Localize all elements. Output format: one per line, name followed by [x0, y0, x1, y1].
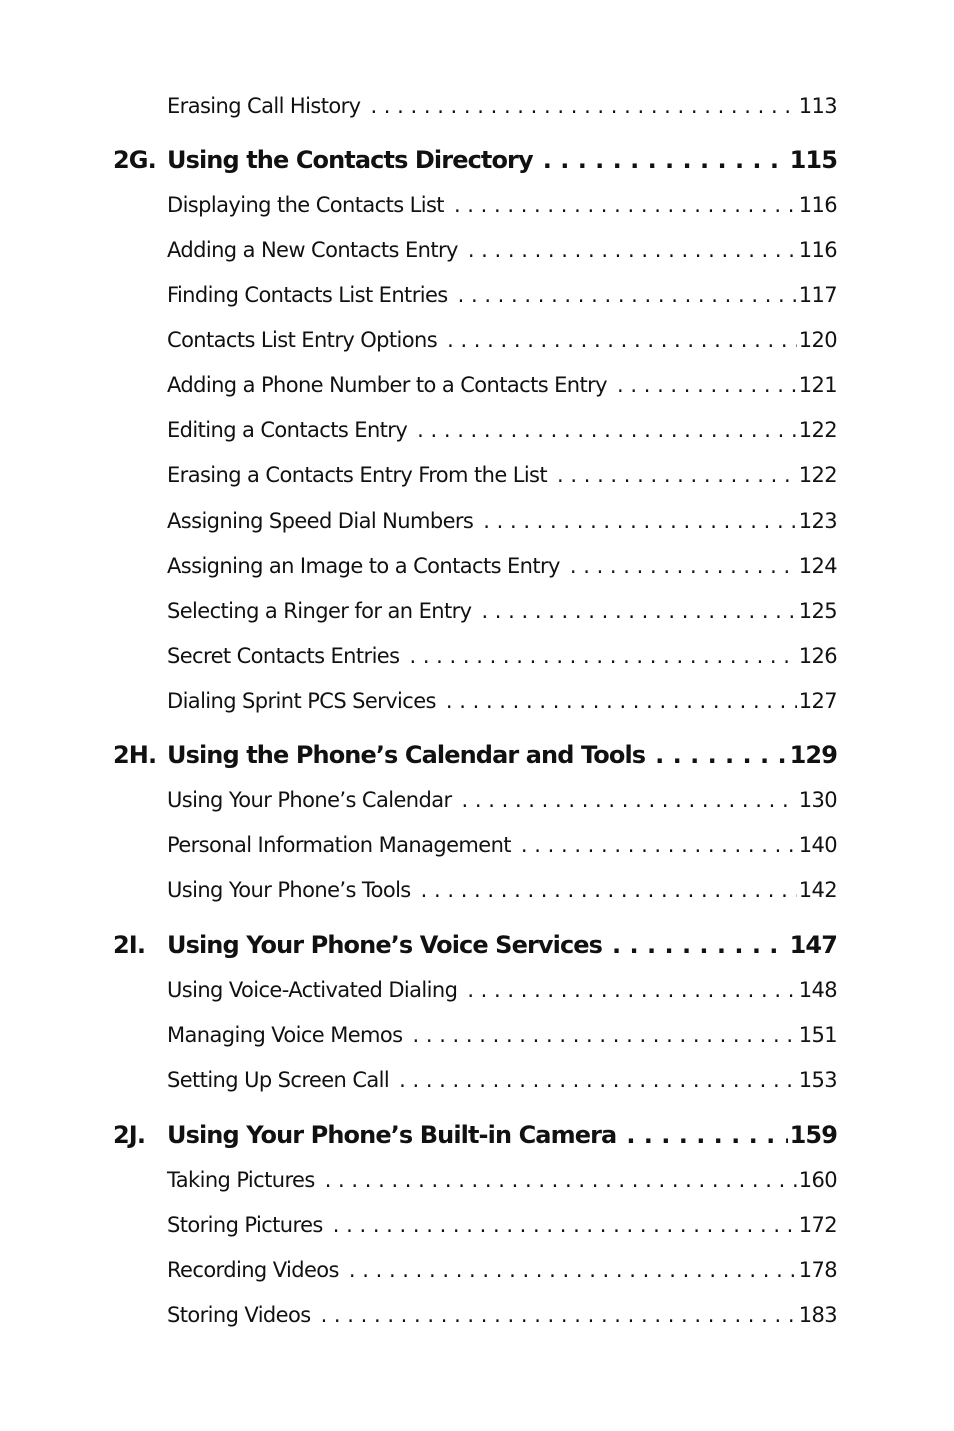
page-number: 130: [798, 788, 837, 812]
page-number: 123: [798, 509, 837, 533]
dot-leader: [481, 599, 796, 623]
page-number: 116: [798, 193, 837, 217]
entry-title: Using Your Phone’s Calendar: [167, 788, 452, 812]
page-number: 159: [789, 1121, 837, 1149]
dot-leader: [521, 833, 797, 857]
page-number: 183: [798, 1303, 837, 1327]
dot-leader: [417, 418, 797, 442]
chapter-title: Using Your Phone’s Voice Services: [167, 931, 603, 959]
page-number: 125: [798, 599, 837, 623]
entry-title: Storing Videos: [167, 1303, 311, 1327]
entry-title: Erasing Call History: [167, 94, 361, 118]
toc-entry-row[interactable]: [167, 548, 837, 578]
toc-entry-row[interactable]: [167, 322, 837, 352]
dot-leader: [557, 463, 797, 487]
dot-leader: [399, 1068, 797, 1092]
entry-title: Storing Pictures: [167, 1213, 323, 1237]
dot-leader: [370, 94, 796, 118]
toc-entry-row[interactable]: [167, 593, 837, 623]
toc-entry-row[interactable]: [167, 782, 837, 812]
toc-entry-row[interactable]: [167, 638, 837, 668]
dot-leader: [447, 328, 797, 352]
chapter-number: 2I.: [113, 931, 146, 959]
dot-leader: [325, 1168, 797, 1192]
page-number: 122: [798, 418, 837, 442]
page-number: 178: [798, 1258, 837, 1282]
toc-entry-row[interactable]: [167, 1017, 837, 1047]
toc-entry-row[interactable]: [167, 457, 837, 487]
toc-entry-row[interactable]: [167, 972, 837, 1002]
dot-leader: [483, 509, 796, 533]
entry-title: Editing a Contacts Entry: [167, 418, 408, 442]
toc-entry-row[interactable]: [167, 503, 837, 533]
dot-leader: [321, 1303, 797, 1327]
dot-leader: [333, 1213, 797, 1237]
dot-leader: [421, 878, 797, 902]
toc-entry-row[interactable]: [167, 1297, 837, 1327]
page-number: 151: [798, 1023, 837, 1047]
toc-entry-row[interactable]: [167, 367, 837, 397]
chapter-title: Using the Contacts Directory: [167, 146, 533, 174]
toc-entry-row[interactable]: [167, 1162, 837, 1192]
page-number: 116: [798, 238, 837, 262]
entry-title: Finding Contacts List Entries: [167, 283, 448, 307]
toc-chapter-row[interactable]: [167, 140, 837, 174]
page-number: 172: [798, 1213, 837, 1237]
toc-entry-row[interactable]: [167, 277, 837, 307]
dot-leader: [467, 978, 796, 1002]
entry-title: Recording Videos: [167, 1258, 339, 1282]
page-number: 129: [789, 741, 837, 769]
toc-entry-row[interactable]: [167, 827, 837, 857]
page-number: 120: [798, 328, 837, 352]
dot-leader: [446, 689, 797, 713]
entry-title: Taking Pictures: [167, 1168, 315, 1192]
page-number: 122: [798, 463, 837, 487]
dot-leader: [655, 741, 787, 769]
dot-leader: [617, 373, 797, 397]
toc-chapter-row[interactable]: [167, 735, 837, 769]
entry-title: Using Your Phone’s Tools: [167, 878, 411, 902]
toc-entry-row[interactable]: [167, 683, 837, 713]
page-number: 126: [798, 644, 837, 668]
page-number: 121: [798, 373, 837, 397]
page-number: 140: [798, 833, 837, 857]
entry-title: Using Voice-Activated Dialing: [167, 978, 458, 1002]
chapter-title: Using Your Phone’s Built-in Camera: [167, 1121, 617, 1149]
page-number: 115: [789, 146, 837, 174]
dot-leader: [409, 644, 796, 668]
toc-entry-row[interactable]: [167, 412, 837, 442]
entry-title: Erasing a Contacts Entry From the List: [167, 463, 548, 487]
page-number: 147: [789, 931, 837, 959]
entry-title: Adding a New Contacts Entry: [167, 238, 458, 262]
entry-title: Dialing Sprint PCS Services: [167, 689, 436, 713]
dot-leader: [543, 146, 788, 174]
dot-leader: [626, 1121, 787, 1149]
entry-title: Selecting a Ringer for an Entry: [167, 599, 472, 623]
dot-leader: [454, 193, 797, 217]
entry-title: Personal Information Management: [167, 833, 511, 857]
toc-chapter-row[interactable]: [167, 925, 837, 959]
chapter-number: 2H.: [113, 741, 157, 769]
entry-title: Displaying the Contacts List: [167, 193, 444, 217]
page-number: 148: [798, 978, 837, 1002]
page-number: 160: [798, 1168, 837, 1192]
entry-title: Adding a Phone Number to a Contacts Entry: [167, 373, 608, 397]
toc-entry-row[interactable]: [167, 1252, 837, 1282]
chapter-title: Using the Phone’s Calendar and Tools: [167, 741, 646, 769]
entry-title: Assigning Speed Dial Numbers: [167, 509, 474, 533]
page-number: 113: [798, 94, 837, 118]
dot-leader: [462, 788, 797, 812]
toc-entry-row[interactable]: [167, 1207, 837, 1237]
toc-entry-row[interactable]: [167, 1062, 837, 1092]
dot-leader: [612, 931, 788, 959]
page-number: 124: [798, 554, 837, 578]
page-number: 142: [798, 878, 837, 902]
toc-entry-row[interactable]: [167, 872, 837, 902]
entry-title: Managing Voice Memos: [167, 1023, 403, 1047]
toc-entry-row[interactable]: [167, 88, 837, 118]
dot-leader: [413, 1023, 797, 1047]
chapter-number: 2J.: [113, 1121, 146, 1149]
dot-leader: [468, 238, 797, 262]
dot-leader: [458, 283, 797, 307]
dot-leader: [349, 1258, 797, 1282]
page-number: 117: [798, 283, 837, 307]
chapter-number: 2G.: [113, 146, 156, 174]
dot-leader: [570, 554, 797, 578]
entry-title: Setting Up Screen Call: [167, 1068, 390, 1092]
page-number: 127: [798, 689, 837, 713]
entry-title: Contacts List Entry Options: [167, 328, 438, 352]
toc-entry-row[interactable]: [167, 187, 837, 217]
page-number: 153: [798, 1068, 837, 1092]
toc-chapter-row[interactable]: [167, 1115, 837, 1149]
entry-title: Secret Contacts Entries: [167, 644, 400, 668]
toc-entry-row[interactable]: [167, 232, 837, 262]
entry-title: Assigning an Image to a Contacts Entry: [167, 554, 560, 578]
